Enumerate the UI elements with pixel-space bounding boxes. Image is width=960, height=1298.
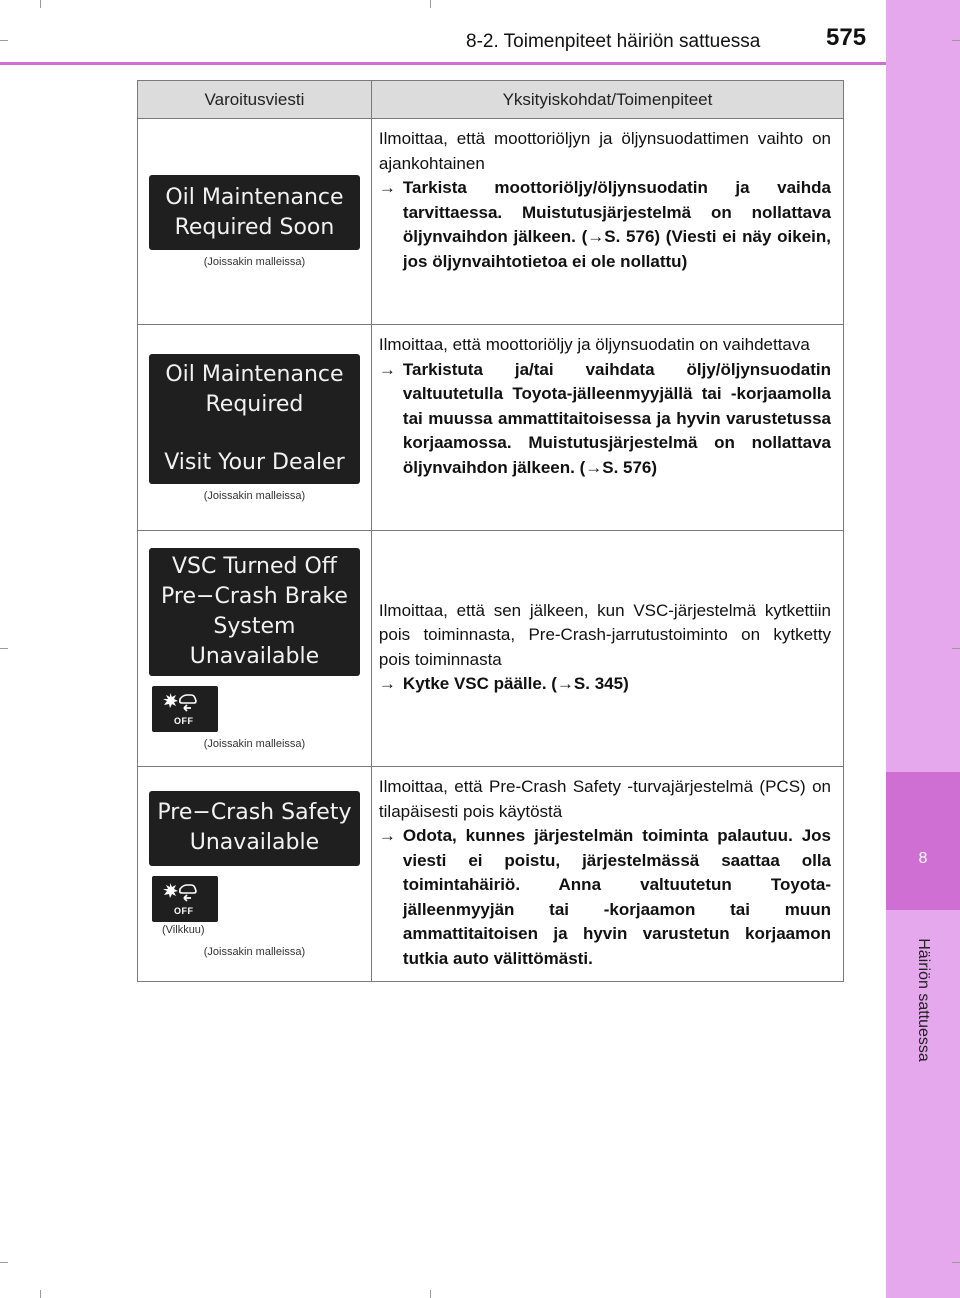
- section-title: 8-2. Toimenpiteet häiriön sattuessa: [466, 31, 761, 52]
- arrow-icon: →: [378, 359, 396, 379]
- details-cell: [371, 119, 843, 325]
- action-text: Odota, kunnes järjestelmän toiminta palautuu. Jos viesti ei poistu, järjestelmässä saattaa olla toimintahäiriö. Anna valtuutetun Toyota-jälleenmyyjän tai -korjaamon tai muun ammattitaitoisen ja hyvin varustetun korjaamon tutkia auto välittömästi.: [402, 826, 831, 968]
- model-caption: (Joissakin malleissa): [203, 256, 306, 268]
- display-screen: [149, 175, 360, 250]
- crop-mark: [40, 1290, 41, 1298]
- pcs-off-warning-icon: [152, 876, 218, 922]
- action-item: [379, 358, 831, 481]
- action-item: [379, 176, 831, 274]
- header-rule: [0, 62, 886, 65]
- model-caption: (Joissakin malleissa): [203, 737, 306, 750]
- screen-line: Unavailable: [189, 830, 320, 855]
- action-item: [379, 672, 831, 697]
- chapter-title: Häiriön sattuessa: [915, 938, 932, 1062]
- description-text: Ilmoittaa, että Pre-Crash Safety -turvajärjestelmä (PCS) on tilapäisesti pois käytöstä: [378, 777, 831, 821]
- description-text: Ilmoittaa, että sen jälkeen, kun VSC-järjestelmä kytkettiin pois toiminnasta, Pre-Crash-jarrutustoiminto on kytketty pois toiminnasta: [378, 600, 831, 669]
- screen-line: Oil Maintenance: [165, 184, 344, 210]
- warning-message-table: [137, 80, 844, 982]
- chapter-sidebar: [886, 0, 960, 1298]
- message-cell: [138, 119, 372, 325]
- crop-mark: [0, 40, 8, 41]
- description-text: Ilmoittaa, että moottoriöljyn ja öljynsuodattimen vaihto on ajankohtainen: [378, 129, 831, 173]
- crop-mark: [952, 648, 960, 649]
- screen-line: Unavailable: [189, 643, 320, 669]
- chapter-tab[interactable]: [886, 772, 960, 910]
- action-text: Tarkista moottoriöljy/öljynsuodatin ja vaihda tarvittaessa. Muistutusjärjestelmä on nollattava öljynvaihdon jälkeen. (→S. 576) (Viesti ei näy oikein, jos öljynvaihtotietoa ei ole nollattu): [402, 178, 831, 271]
- screen-line: Required Soon: [174, 214, 335, 240]
- chapter-number: 8: [918, 850, 928, 867]
- crop-mark: [0, 1262, 8, 1263]
- model-caption: (Joissakin malleissa): [203, 489, 306, 502]
- icon-off-label: OFF: [174, 905, 194, 916]
- message-cell: [138, 325, 372, 531]
- screen-line: Visit Your Dealer: [164, 449, 345, 475]
- screen-line: Pre−Crash Safety: [157, 800, 352, 825]
- screen-line: Oil Maintenance: [165, 361, 344, 387]
- display-screen: [149, 548, 360, 676]
- message-cell: [138, 531, 372, 767]
- column-header-message: Varoitusviesti: [138, 81, 372, 119]
- icon-off-label: OFF: [174, 715, 194, 726]
- table-row: [138, 531, 844, 767]
- table-header-row: [138, 81, 844, 119]
- description-text: Ilmoittaa, että moottoriöljy ja öljynsuodatin on vaihdettava: [378, 335, 810, 354]
- details-cell: [371, 325, 843, 531]
- crop-mark: [430, 0, 431, 8]
- crop-mark: [0, 648, 8, 649]
- crop-mark: [952, 40, 960, 41]
- crop-mark: [40, 0, 41, 8]
- column-header-details: Yksityiskohdat/Toimenpiteet: [371, 81, 843, 119]
- message-cell: [138, 767, 372, 982]
- arrow-icon: →: [378, 674, 396, 693]
- action-text: Tarkistuta ja/tai vaihdata öljy/öljynsuodatin valtuutetulla Toyota-jälleenmyyjällä tai -korjaamolla tai muussa ammattitaitoisessa ja hyvin varustetussa korjaamossa. Muistutusjärjestelmä on nollattava öljynvaihdon jälkeen. (→S. 576): [402, 359, 831, 477]
- table-row: [138, 119, 844, 325]
- model-caption: (Joissakin malleissa): [203, 945, 306, 958]
- icon-caption: (Vilkkuu): [162, 923, 205, 936]
- crop-mark: [430, 1290, 431, 1298]
- display-screen: [149, 354, 360, 484]
- arrow-icon: →: [378, 826, 396, 845]
- screen-line: [149, 420, 360, 448]
- screen-line: System: [213, 613, 296, 639]
- screen-line: Pre−Crash Brake: [161, 583, 348, 609]
- pcs-off-warning-icon: [152, 686, 218, 732]
- action-text: Kytke VSC päälle. (→S. 345): [402, 674, 629, 693]
- action-item: [379, 824, 831, 971]
- details-cell: [371, 531, 843, 767]
- table-row: [138, 325, 844, 531]
- screen-line: VSC Turned Off: [171, 553, 337, 579]
- page-number: 575: [826, 24, 867, 51]
- table-row: [138, 767, 844, 982]
- screen-line: Required: [205, 391, 304, 417]
- display-screen: [149, 791, 360, 866]
- arrow-icon: →: [378, 178, 396, 197]
- crop-mark: [952, 1262, 960, 1263]
- details-cell: [371, 767, 843, 982]
